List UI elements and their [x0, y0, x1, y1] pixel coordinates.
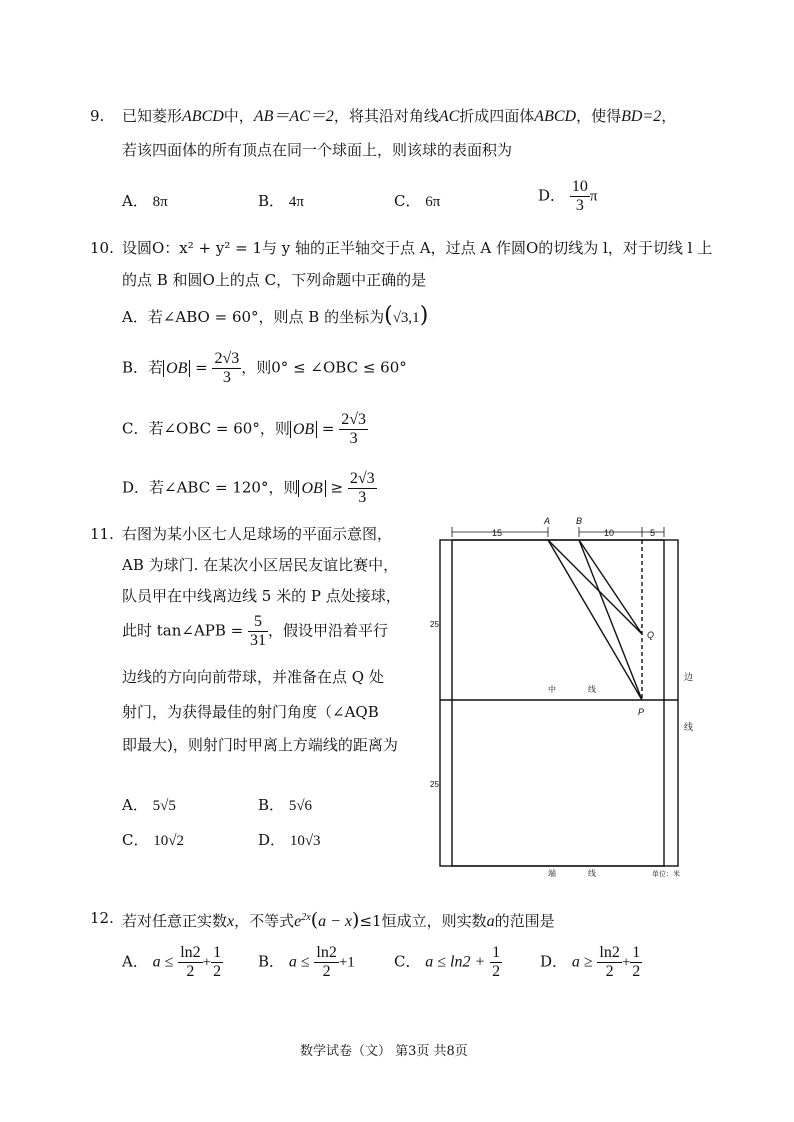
- fraction: $\frac{1}{2}$: [492, 944, 501, 980]
- q11-line7: 即最大)，则射门时甲离上方端线的距离为: [122, 736, 398, 754]
- bottom-label-2: 线: [588, 869, 596, 878]
- q9-number: 9.: [90, 107, 105, 125]
- q10-option-c: C．若∠OBC = 60°，则 OB = $\frac{2√3}{3}$: [122, 411, 367, 447]
- side-label-1: 边: [684, 672, 694, 682]
- side-label-2: 线: [684, 722, 694, 732]
- q11-line6: 射门，为获得最佳的射门角度（∠AQB: [122, 703, 379, 721]
- q11-option-d: D． 10√3: [258, 831, 321, 849]
- label-15: 15: [492, 528, 503, 538]
- q11-line1: 右图为某小区七人足球场的平面示意图，: [122, 525, 393, 543]
- bottom-label-1: 端: [548, 869, 556, 878]
- soccer-field-diagram: [430, 512, 700, 882]
- q10-line1: 设圆O：x² + y² = 1与 y 轴的正半轴交于点 A，过点 A 作圆O的切线为 l，对于切线 l 上: [122, 239, 713, 257]
- field-outer-frame: [440, 540, 678, 866]
- fraction: $\frac{\ln 2}{2}$: [316, 944, 337, 980]
- q9-option-d: D． $\frac{10}{3}$ π: [538, 178, 598, 214]
- q11-line5: 边线的方向向前带球，并准备在点 Q 处: [122, 668, 384, 686]
- fraction: $\frac{\ln 2}{2}$: [599, 944, 620, 980]
- q10-option-d: D．若∠ABC = 120°，则 OB ≥ $\frac{2√3}{3}$: [122, 470, 375, 506]
- q12-option-c: C． a ≤ ln2 + $\frac{1}{2}$: [394, 944, 501, 980]
- q9-option-c: C． 6π: [394, 192, 441, 210]
- fraction: $\frac{2√3}{3}$: [214, 350, 240, 386]
- q11-number: 11.: [90, 525, 114, 543]
- label-5: 5: [650, 528, 656, 538]
- q11-line4: 此时 tan∠APB = $\frac{5}{31}$ ，假设甲沿着平行: [122, 613, 389, 649]
- fraction: $\frac{5}{31}$: [250, 613, 267, 649]
- unit-label: 单位：米: [652, 871, 680, 878]
- q10-option-b: B．若 OB = $\frac{2√3}{3}$ ，则0° ≤ ∠OBC ≤ 60°: [122, 350, 407, 386]
- q12-option-b: B． a ≤ $\frac{\ln 2}{2}$ +1: [258, 944, 355, 980]
- q11-line2: AB 为球门. 在某次小区居民友谊比赛中，: [122, 556, 399, 574]
- left-25-top: 25: [430, 620, 439, 629]
- field-inner-frame: [452, 540, 664, 866]
- q12-line1: 若对任意正实数x，不等式$e^{2x}(a - x)\le 1$恒成立，则实数a的范围是: [122, 909, 555, 931]
- q9-option-b: B． 4π: [258, 192, 304, 210]
- q10-number: 10.: [90, 239, 114, 257]
- q10-line2: 的点 B 和圆O上的点 C，下列命题中正确的是: [122, 271, 427, 289]
- point-Q-label: Q: [647, 630, 655, 640]
- q12-number: 12.: [90, 909, 114, 927]
- q12-option-d: D． a ≥ $\frac{\ln 2}{2}$ + $\frac{1}{2}$: [540, 944, 641, 980]
- fraction: $\frac{1}{2}$: [213, 944, 222, 980]
- page-footer: 数学试卷（文） 第3页 共8页: [300, 1044, 468, 1059]
- q9-option-a: A． 8π: [122, 192, 168, 210]
- q11-option-c: C． 10√2: [122, 831, 184, 849]
- q9-line1: 已知菱形ABCD中，AB＝AC＝2，将其沿对角线AC折成四面体ABCD，使得BD=2，: [122, 107, 677, 125]
- fraction: $\frac{1}{2}$: [632, 944, 641, 980]
- q11-option-b: B． 5√6: [258, 796, 313, 814]
- point-P-label: P: [638, 707, 645, 717]
- q11-option-a: A． 5√5: [122, 796, 176, 814]
- fraction: $\frac{2√3}{3}$: [341, 411, 367, 447]
- left-25-bottom: 25: [430, 780, 439, 789]
- q10-option-a: A．若∠ABO = 60°，则点 B 的坐标为(√3,1): [122, 303, 429, 328]
- q12-option-a: A． a ≤ $\frac{\ln 2}{2}$ + $\frac{1}{2}$: [122, 944, 222, 980]
- point-A-label: A: [544, 516, 551, 526]
- midline-label-2: 线: [588, 685, 596, 694]
- fraction: $\frac{\ln 2}{2}$: [180, 944, 201, 980]
- q9-line2: 若该四面体的所有顶点在同一个球面上，则该球的表面积为: [122, 141, 513, 159]
- fraction: $\frac{10}{3}$: [571, 178, 588, 214]
- fraction: $\frac{2√3}{3}$: [349, 470, 375, 506]
- q11-line3: 队员甲在中线离边线 5 米的 P 点处接球，: [122, 587, 401, 605]
- label-10: 10: [604, 528, 615, 538]
- midline-label-1: 中: [548, 685, 556, 694]
- point-B-label: B: [576, 516, 583, 526]
